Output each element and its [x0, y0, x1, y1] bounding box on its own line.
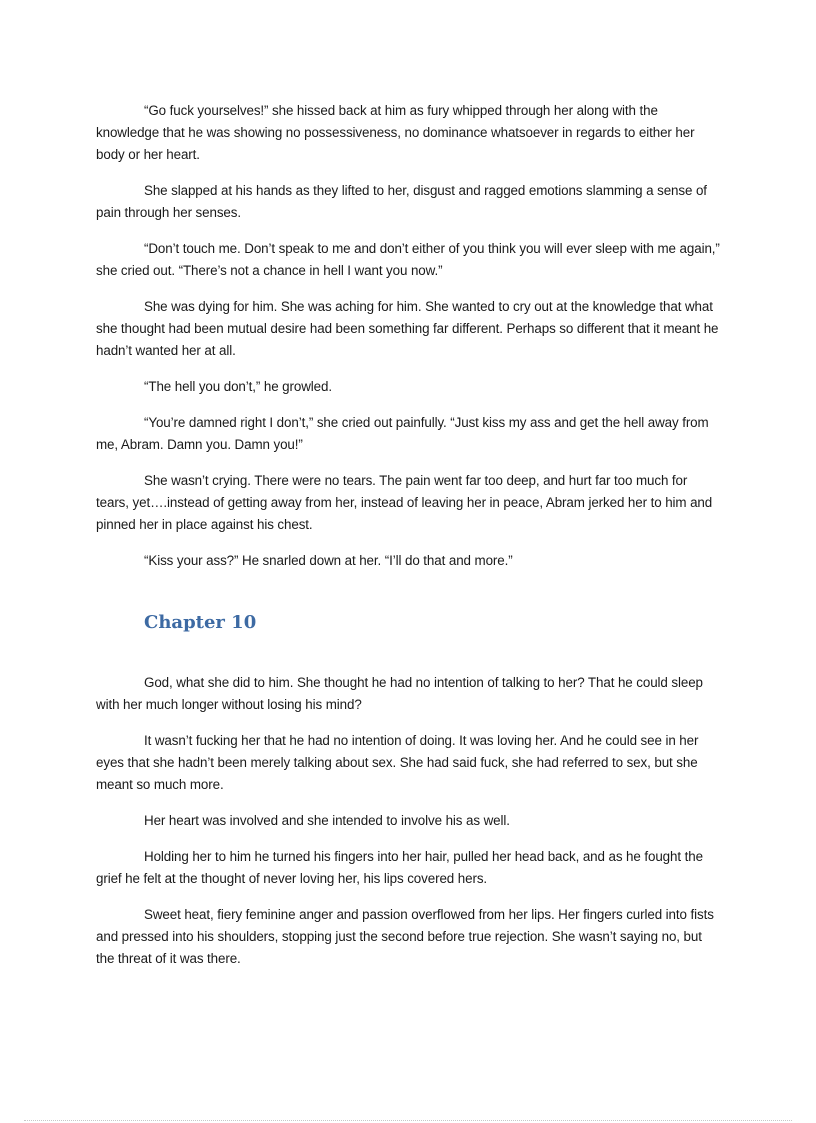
- paragraph: She wasn’t crying. There were no tears. The pain went far too deep, and hurt far too much for tears, yet….instead of getting away from her, instead of leaving her in peace, Abram jerked her to him and pinned her in place against his chest.: [96, 473, 713, 532]
- page-bottom-divider: [24, 1120, 792, 1121]
- paragraph: She was dying for him. She was aching for him. She wanted to cry out at the knowledge that what she thought had been mutual desire had been something far different. Perhaps so different that it meant he hadn’t wanted her at all.: [96, 299, 719, 358]
- paragraph: Sweet heat, fiery feminine anger and passion overflowed from her lips. Her fingers curled into fists and pressed into his shoulders, stopping just the second before true rejection. She wasn’t saying no, but the threat of it was there.: [96, 907, 714, 966]
- paragraph: It wasn’t fucking her that he had no intention of doing. It was loving her. And he could see in her eyes that she hadn’t been merely talking about sex. She had said fuck, she had referred to sex, but she meant so much more.: [96, 733, 699, 792]
- paragraph: “Kiss your ass?” He snarled down at her. “I’ll do that and more.”: [144, 553, 513, 568]
- paragraph: “You’re damned right I don’t,” she cried out painfully. “Just kiss my ass and get the hell away from me, Abram. Damn you. Damn you!”: [96, 415, 709, 452]
- paragraph: “The hell you don’t,” he growled.: [144, 379, 332, 394]
- paragraph: God, what she did to him. She thought he had no intention of talking to her? That he could sleep with her much longer without losing his mind?: [96, 675, 703, 712]
- paragraph: She slapped at his hands as they lifted to her, disgust and ragged emotions slamming a sense of pain through her senses.: [96, 183, 707, 220]
- chapter-heading: Chapter 10: [144, 612, 257, 633]
- document-page: [96, 100, 722, 984]
- paragraph: “Don’t touch me. Don’t speak to me and don’t either of you think you will ever sleep with me again,” she cried out. “There’s not a chance in hell I want you now.”: [96, 241, 720, 278]
- paragraph: “Go fuck yourselves!” she hissed back at him as fury whipped through her along with the knowledge that he was showing no possessiveness, no dominance whatsoever in regards to either her body or her heart.: [96, 103, 695, 162]
- paragraph: Holding her to him he turned his fingers into her hair, pulled her head back, and as he fought the grief he felt at the thought of never loving her, his lips covered hers.: [96, 849, 703, 886]
- paragraph: Her heart was involved and she intended to involve his as well.: [144, 813, 510, 828]
